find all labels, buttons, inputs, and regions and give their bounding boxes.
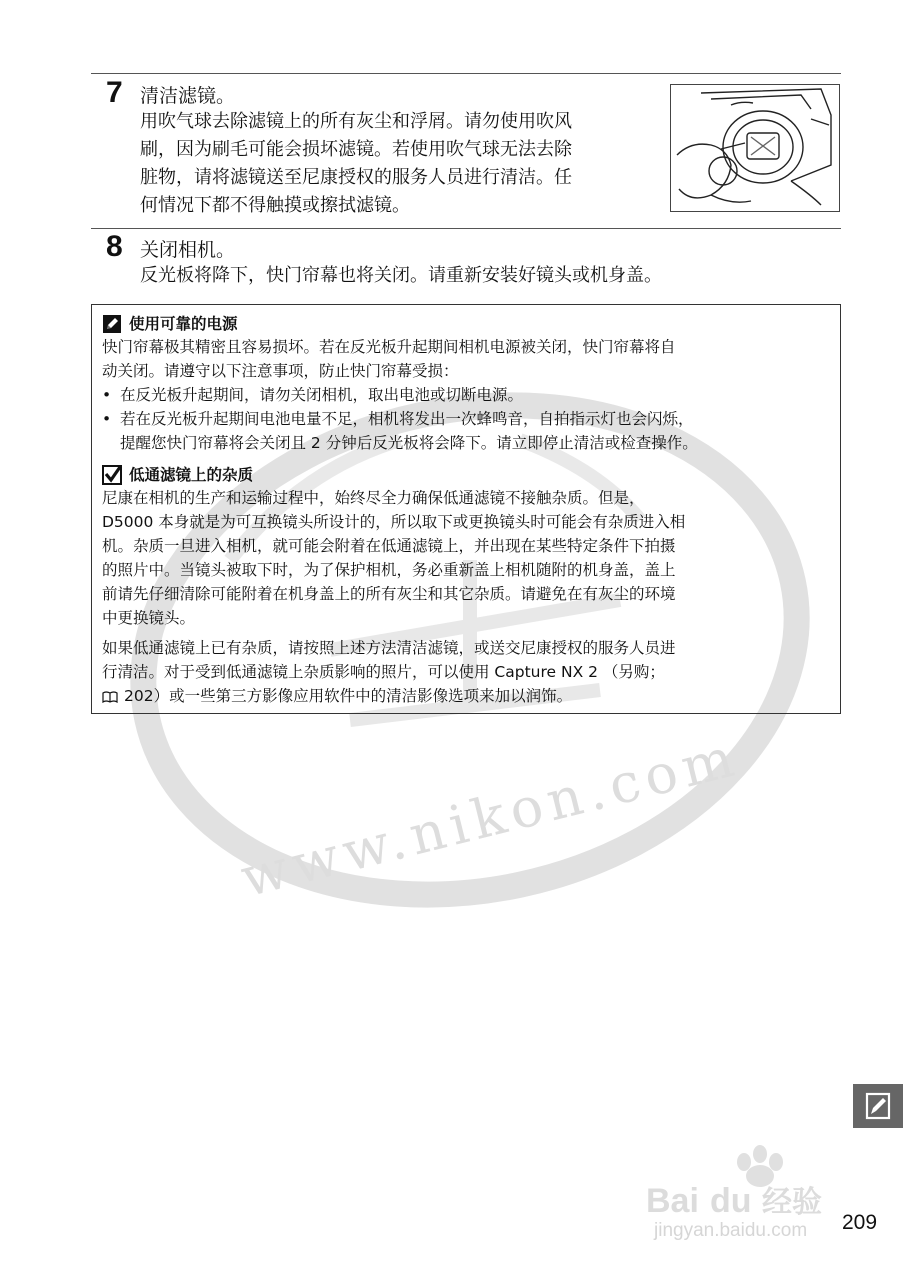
step7-title: 清洁滤镜。	[140, 85, 236, 107]
note2-heading-text: 低通滤镜上的杂质	[129, 466, 254, 484]
note1-line: 动关闭。请遵守以下注意事项，防止快门帘幕受损：	[102, 362, 459, 380]
pencil-section-icon	[853, 1084, 903, 1128]
note2-ref-text: 202）或一些第三方影像应用软件中的清洁影像选项来加以润饰。	[124, 687, 573, 705]
bullet-dot: •	[102, 410, 112, 428]
book-reference-icon	[102, 691, 118, 703]
baidu-jingyan-watermark	[640, 1140, 850, 1240]
note2-line: 尼康在相机的生产和运输过程中，始终尽全力确保低通滤镜不接触杂质。但是，	[102, 489, 645, 507]
bullet-line: 在反光板升起期间，请勿关闭相机，取出电池或切断电源。	[120, 386, 524, 404]
note1-paragraph	[102, 335, 676, 383]
note2-paragraph-1	[102, 486, 685, 630]
note1-line: 快门帘幕极其精密且容易损坏。若在反光板升起期间相机电源被关闭，快门帘幕将自	[102, 338, 676, 356]
bullet-line: 若在反光板升起期间电池电量不足，相机将发出一次蜂鸣音，自拍指示灯也会闪烁，	[120, 410, 694, 428]
note1-heading	[102, 314, 238, 334]
note2-heading	[102, 465, 253, 485]
note1-heading-text: 使用可靠的电源	[129, 315, 238, 333]
step8-top-rule	[91, 228, 841, 229]
camera-sensor-illustration	[671, 85, 839, 211]
step8-line: 反光板将降下，快门帘幕也将关闭。请重新安装好镜头或机身盖。	[140, 265, 662, 286]
step7-number: 7	[106, 76, 123, 109]
note2-line: 机。杂质一旦进入相机，就可能会附着在低通滤镜上，并出现在某些特定条件下拍摄	[102, 537, 676, 555]
section-side-tab[interactable]	[853, 1084, 903, 1128]
step8-title: 关闭相机。	[140, 239, 236, 261]
note2-line: 的照片中。当镜头被取下时，为了保护相机，务必重新盖上相机随附的机身盖，盖上	[102, 561, 676, 579]
note2-line: 前请先仔细清除可能附着在机身盖上的所有灰尘和其它杂质。请避免在有灰尘的环境	[102, 585, 676, 603]
step8-number: 8	[106, 230, 123, 263]
watermark-url: www.nikon.com	[234, 724, 746, 910]
bullet-line: 提醒您快门帘幕将会关闭且 2 分钟后反光板将会降下。请立即停止清洁或检查操作。	[120, 434, 698, 452]
baidu-url: jingyan.baidu.com	[654, 1220, 808, 1240]
step7-line: 何情况下都不得触摸或擦拭滤镜。	[140, 195, 410, 216]
note2-line: 如果低通滤镜上已有杂质，请按照上述方法清洁滤镜，或送交尼康授权的服务人员进	[102, 639, 676, 657]
step7-line: 用吹气球去除滤镜上的所有灰尘和浮屑。请勿使用吹风	[140, 111, 572, 132]
step7-top-rule	[91, 73, 841, 74]
step8-body	[140, 262, 662, 290]
checkmark-note-icon	[102, 465, 122, 485]
note2-line-with-ref	[102, 684, 676, 708]
page-number: 209	[842, 1211, 878, 1234]
note2-line: 中更换镜头。	[102, 609, 196, 627]
note2-paragraph-2	[102, 636, 676, 708]
step7-line: 刷，因为刷毛可能会损坏滤镜。若使用吹气球无法去除	[140, 139, 572, 160]
bullet-dot: •	[102, 386, 112, 404]
note2-line: D5000 本身就是为可互换镜头所设计的，所以取下或更换镜头时可能会有杂质进入相	[102, 513, 686, 531]
baidu-brand-text: Bai	[646, 1182, 699, 1220]
pencil-note-icon	[102, 314, 122, 334]
step7-body	[140, 108, 572, 220]
camera-cleaning-figure	[670, 84, 840, 212]
baidu-brand-cn: 经验	[762, 1185, 822, 1220]
note2-line: 行清洁。对于受到低通滤镜上杂质影响的照片，可以使用 Capture NX 2 （另购；	[102, 663, 665, 681]
baidu-brand-du: du	[710, 1182, 752, 1220]
step7-line: 脏物，请将滤镜送至尼康授权的服务人员进行清洁。任	[140, 167, 572, 188]
